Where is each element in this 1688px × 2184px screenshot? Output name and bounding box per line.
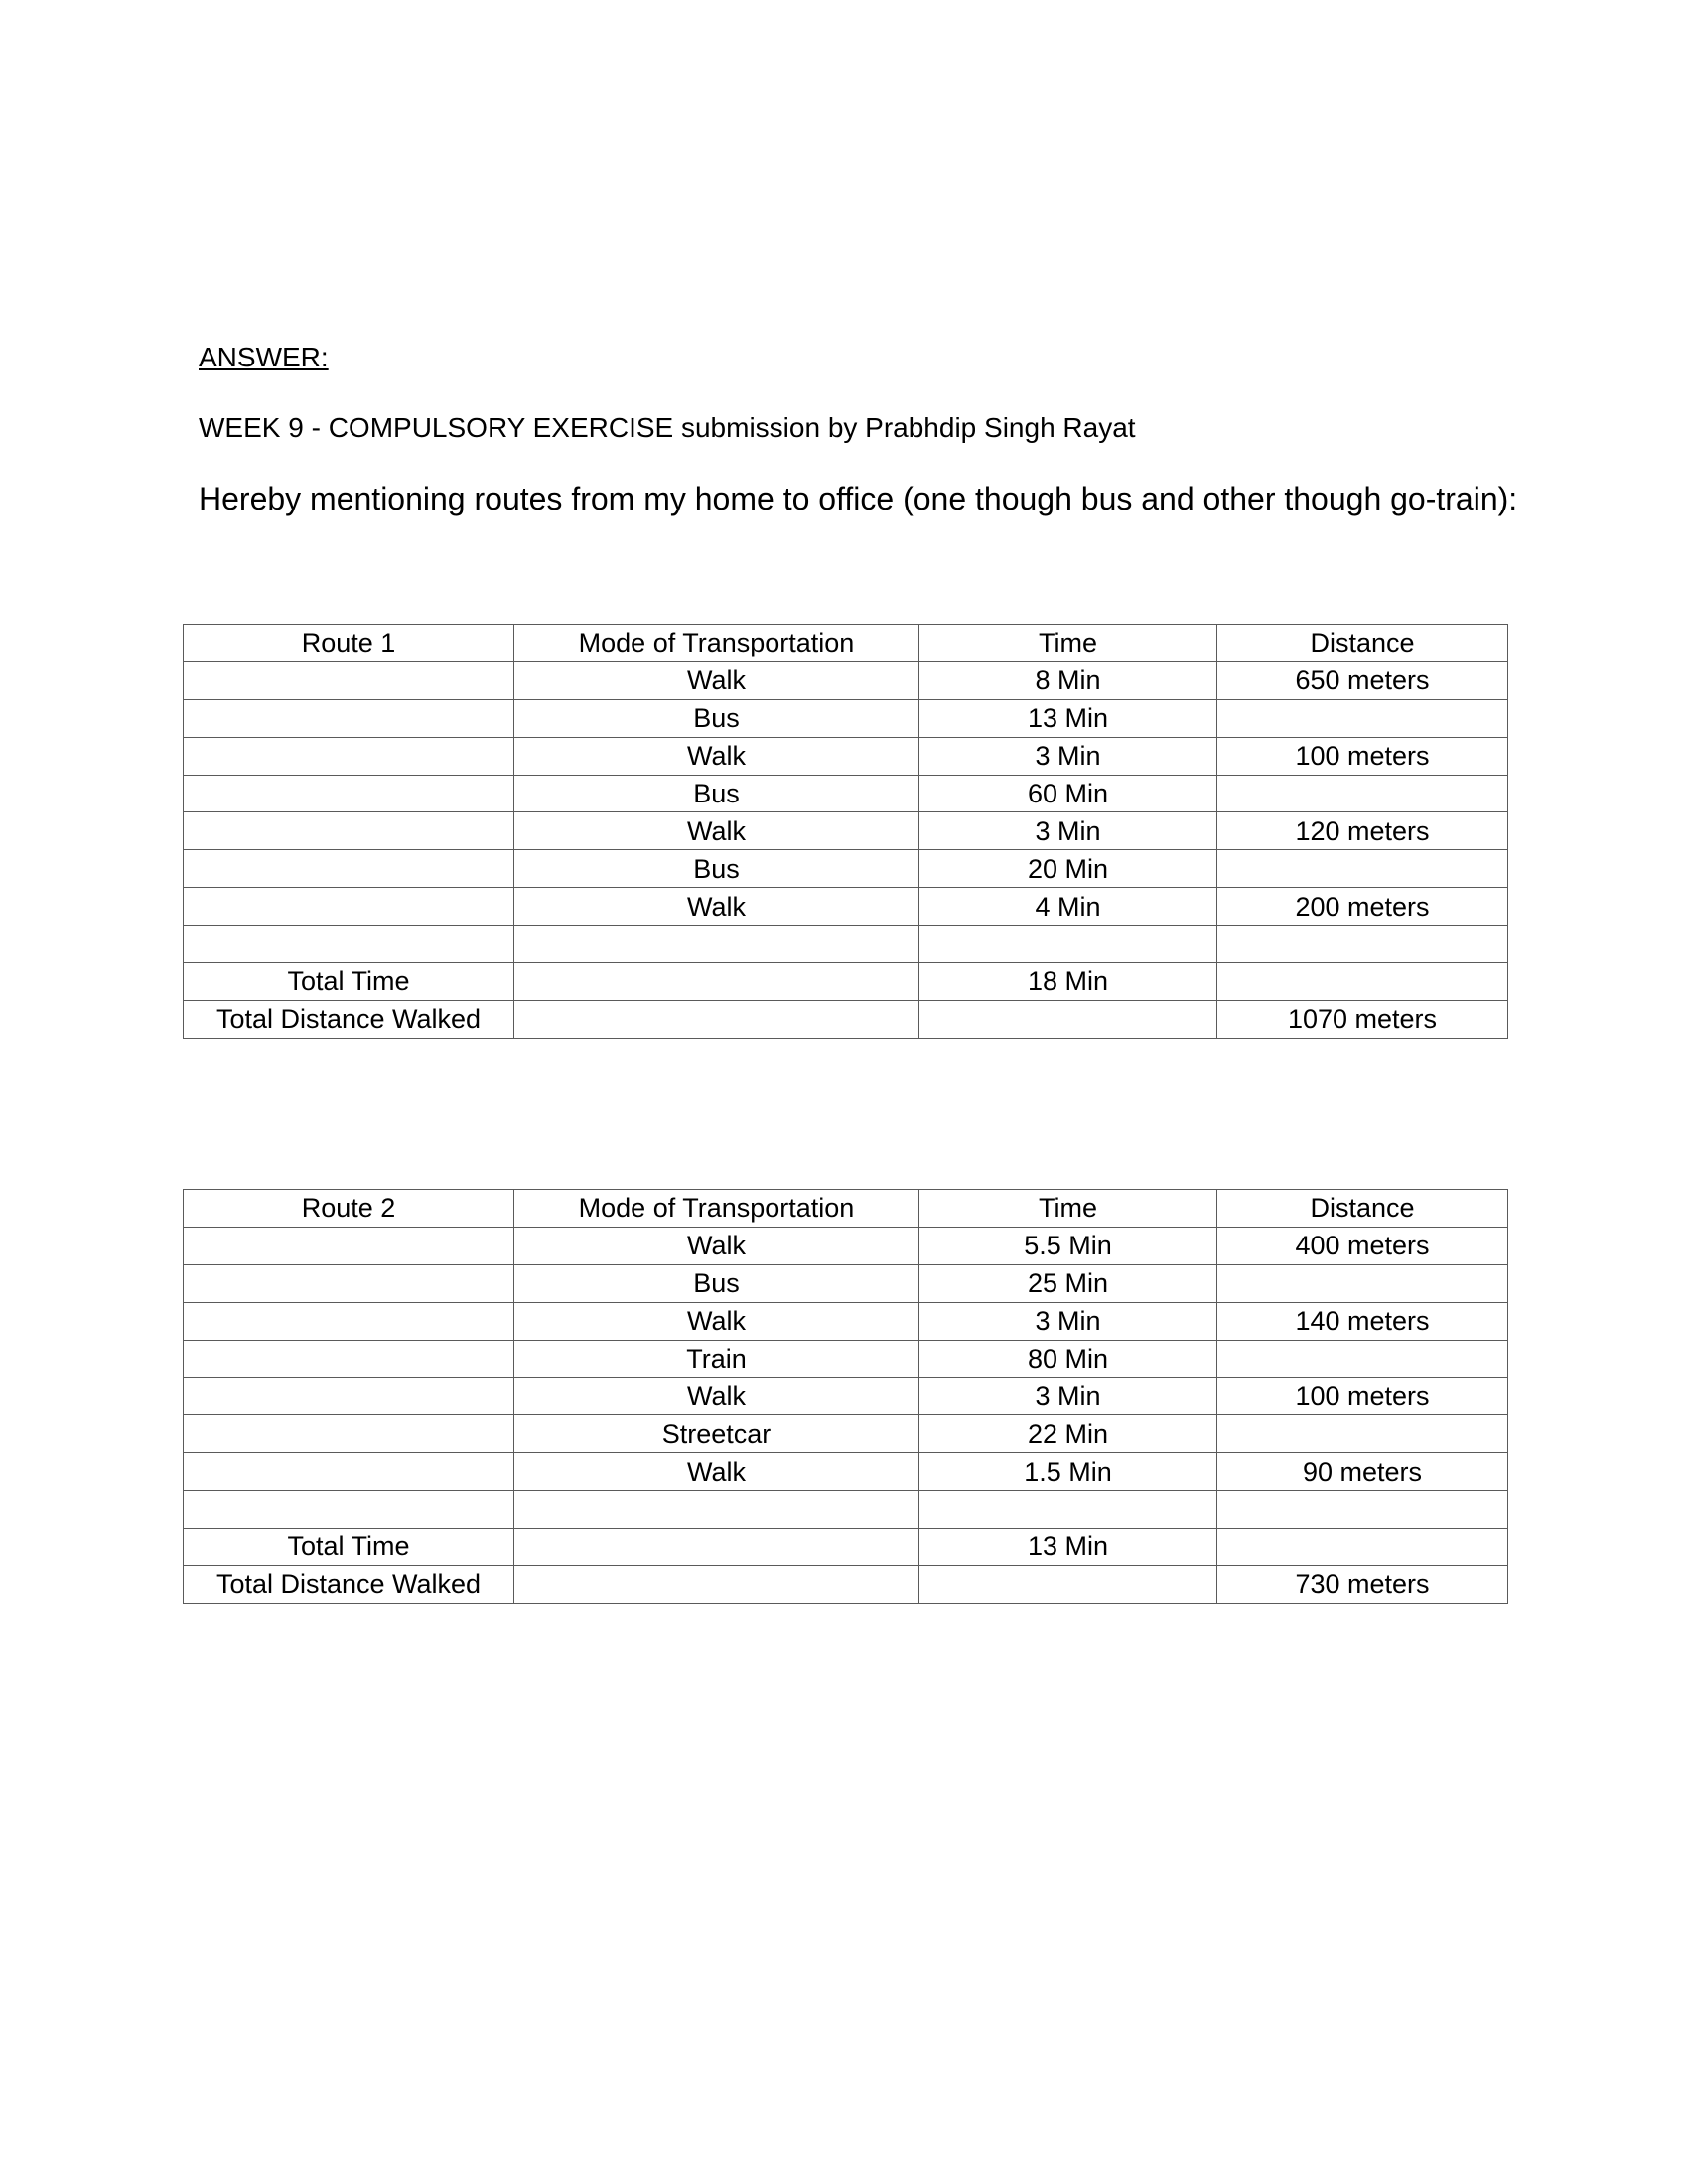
time-cell: 3 Min (919, 737, 1217, 775)
time-cell: 13 Min (919, 699, 1217, 737)
mode-cell: Walk (514, 1227, 919, 1264)
table-header-row (184, 625, 1508, 662)
time-cell: 1.5 Min (919, 1453, 1217, 1491)
table-row (184, 1227, 1508, 1264)
column-header-route: Route 1 (184, 625, 514, 662)
column-header-distance: Distance (1217, 1190, 1508, 1228)
time-cell: 5.5 Min (919, 1227, 1217, 1264)
route-cell (184, 1340, 514, 1378)
time-cell: 4 Min (919, 888, 1217, 926)
distance-cell (1217, 1529, 1508, 1566)
distance-cell (1217, 1415, 1508, 1453)
distance-cell: 400 meters (1217, 1227, 1508, 1264)
column-header-time: Time (919, 625, 1217, 662)
distance-cell (1217, 699, 1508, 737)
route-cell (184, 1264, 514, 1302)
column-header-distance: Distance (1217, 625, 1508, 662)
distance-cell: 100 meters (1217, 737, 1508, 775)
table-row (184, 812, 1508, 850)
mode-cell: Train (514, 1340, 919, 1378)
route-cell (184, 661, 514, 699)
mode-cell: Walk (514, 1378, 919, 1415)
time-cell: 3 Min (919, 812, 1217, 850)
mode-cell: Walk (514, 1453, 919, 1491)
time-cell: 80 Min (919, 1340, 1217, 1378)
distance-cell: 200 meters (1217, 888, 1508, 926)
distance-cell: 100 meters (1217, 1378, 1508, 1415)
time-cell: 18 Min (919, 963, 1217, 1001)
route-cell (184, 1302, 514, 1340)
table-header-row (184, 1190, 1508, 1228)
route-cell: Total Distance Walked (184, 1565, 514, 1603)
time-cell: 25 Min (919, 1264, 1217, 1302)
mode-cell: Bus (514, 775, 919, 812)
distance-cell (1217, 1264, 1508, 1302)
distance-cell (1217, 775, 1508, 812)
route-cell (184, 926, 514, 963)
distance-cell: 650 meters (1217, 661, 1508, 699)
time-cell (919, 1565, 1217, 1603)
route-cell (184, 888, 514, 926)
table-row (184, 737, 1508, 775)
time-cell: 22 Min (919, 1415, 1217, 1453)
time-cell (919, 1491, 1217, 1529)
route-cell: Total Distance Walked (184, 1000, 514, 1038)
route-cell (184, 1227, 514, 1264)
submission-title: WEEK 9 - COMPULSORY EXERCISE submission by Prabhdip Singh Rayat (199, 412, 1136, 443)
intro-text: Hereby mentioning routes from my home to office (one though bus and other though go-train): (199, 481, 1518, 516)
table-row (184, 699, 1508, 737)
mode-cell: Bus (514, 699, 919, 737)
mode-cell: Walk (514, 888, 919, 926)
mode-cell: Walk (514, 737, 919, 775)
distance-cell: 1070 meters (1217, 1000, 1508, 1038)
table-row (184, 1565, 1508, 1603)
table-row (184, 1000, 1508, 1038)
route-cell (184, 812, 514, 850)
table-row (184, 775, 1508, 812)
mode-cell (514, 926, 919, 963)
table-row (184, 661, 1508, 699)
table-row (184, 888, 1508, 926)
distance-cell (1217, 1491, 1508, 1529)
distance-cell (1217, 850, 1508, 888)
mode-cell: Bus (514, 850, 919, 888)
route-2-table (183, 1189, 1508, 1604)
route-1-table (183, 624, 1508, 1039)
route-cell (184, 1378, 514, 1415)
route-cell (184, 699, 514, 737)
answer-heading: ANSWER: (199, 342, 329, 372)
time-cell (919, 926, 1217, 963)
table-row (184, 1453, 1508, 1491)
table-row (184, 1378, 1508, 1415)
mode-cell (514, 1000, 919, 1038)
time-cell: 60 Min (919, 775, 1217, 812)
table-row (184, 850, 1508, 888)
time-cell: 3 Min (919, 1302, 1217, 1340)
table-row (184, 1415, 1508, 1453)
time-cell: 3 Min (919, 1378, 1217, 1415)
table-row (184, 963, 1508, 1001)
mode-cell (514, 1529, 919, 1566)
route-cell (184, 1491, 514, 1529)
mode-cell: Walk (514, 812, 919, 850)
column-header-mode: Mode of Transportation (514, 1190, 919, 1228)
distance-cell: 730 meters (1217, 1565, 1508, 1603)
route-cell (184, 1453, 514, 1491)
route-cell: Total Time (184, 963, 514, 1001)
distance-cell: 140 meters (1217, 1302, 1508, 1340)
mode-cell (514, 1491, 919, 1529)
route-cell (184, 737, 514, 775)
distance-cell (1217, 963, 1508, 1001)
mode-cell: Walk (514, 661, 919, 699)
mode-cell (514, 1565, 919, 1603)
column-header-route: Route 2 (184, 1190, 514, 1228)
distance-cell (1217, 926, 1508, 963)
column-header-time: Time (919, 1190, 1217, 1228)
route-cell (184, 850, 514, 888)
column-header-mode: Mode of Transportation (514, 625, 919, 662)
table-row (184, 1264, 1508, 1302)
table-row (184, 1302, 1508, 1340)
time-cell: 20 Min (919, 850, 1217, 888)
mode-cell: Bus (514, 1264, 919, 1302)
distance-cell: 90 meters (1217, 1453, 1508, 1491)
table-row (184, 1529, 1508, 1566)
route-cell (184, 775, 514, 812)
table-row (184, 1340, 1508, 1378)
table-row (184, 1491, 1508, 1529)
route-cell (184, 1415, 514, 1453)
mode-cell: Streetcar (514, 1415, 919, 1453)
mode-cell: Walk (514, 1302, 919, 1340)
mode-cell (514, 963, 919, 1001)
route-cell: Total Time (184, 1529, 514, 1566)
time-cell: 8 Min (919, 661, 1217, 699)
table-row (184, 926, 1508, 963)
time-cell: 13 Min (919, 1529, 1217, 1566)
distance-cell: 120 meters (1217, 812, 1508, 850)
time-cell (919, 1000, 1217, 1038)
distance-cell (1217, 1340, 1508, 1378)
